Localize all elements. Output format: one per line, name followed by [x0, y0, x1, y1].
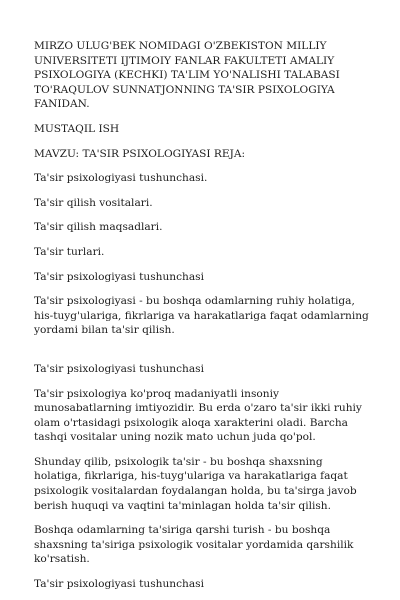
section-2-title: Ta'sir psixologiyasi tushunchasi: [34, 362, 204, 375]
plan-item-2: Ta'sir qilish vositalari.: [34, 196, 153, 209]
section-1-title: Ta'sir psixologiyasi tushunchasi: [34, 270, 204, 283]
section-2-paragraph-1: Ta'sir psixologiya ko'proq madaniyatli insoniy munosabatlarning imtiyozidir. Bu erda o'zaro ta'sir ikki ruhiy olam o'rtasidagi psixologik aloqa xarakterini oladi. Barcha tashqi vositalar uning nozik mato uchun juda qo'pol.: [34, 387, 362, 444]
section-3-title: Ta'sir psixologiyasi tushunchasi: [34, 578, 204, 591]
section-2-paragraph-2: Shunday qilib, psixologik ta'sir - bu boshqa shaxsning holatiga, fikrlariga, his-tuyg'ulariga va harakatlariga faqat psixologik vositalardan foydalangan holda, bu ta'sirga javob berish huquqi va vaqtini ta'minlagan holda ta'sir qilish.: [34, 455, 357, 512]
section-2-paragraph-3: Boshqa odamlarning ta'siriga qarshi turish - bu boshqa shaxsning ta'siriga psixologik vositalar yordamida qarshilik ko'rsatish.: [34, 524, 354, 566]
blank-line: [34, 348, 370, 362]
plan-item-3: Ta'sir qilish maqsadlari.: [34, 221, 163, 234]
plan-item-4: Ta'sir turlari.: [34, 245, 105, 258]
topic-title: MAVZU: TA'SIR PSIXOLOGIYASI REJA:: [34, 147, 246, 160]
document-header: MIRZO ULUG'BEK NOMIDAGI O'ZBEKISTON MILLIY UNIVERSITETI IJTIMOIY FANLAR FAKULTETI AMALIY PSIXOLOGIYA (KECHKI) TA'LIM YO'NALISHI TALABASI TO'RAQULOV SUNNATJONNING TA'SIR PSIXOLOGIYA FANIDAN.: [34, 40, 340, 111]
work-type: MUSTAQIL ISH: [34, 122, 120, 135]
plan-item-1: Ta'sir psixologiyasi tushunchasi.: [34, 172, 208, 185]
section-1-paragraph: Ta'sir psixologiyasi - bu boshqa odamlarning ruhiy holatiga, his-tuyg'ulariga, fikrlariga va harakatlariga faqat odamlarning yordami bilan ta'sir qilish.: [34, 295, 369, 337]
